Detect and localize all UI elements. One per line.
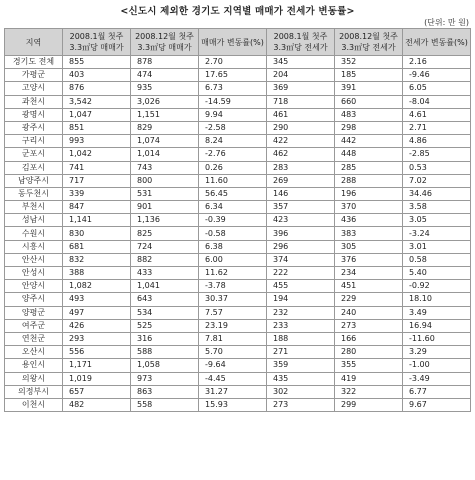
cell-sale-change-rate: 17.65 bbox=[199, 69, 267, 82]
cell-sale-change-rate: 11.60 bbox=[199, 174, 267, 187]
cell-dec-jeonse-price: 298 bbox=[335, 121, 403, 134]
cell-jan-sale-price: 1,019 bbox=[63, 372, 131, 385]
cell-dec-jeonse-price: 288 bbox=[335, 174, 403, 187]
cell-jan-jeonse-price: 222 bbox=[267, 267, 335, 280]
table-row bbox=[5, 214, 471, 227]
cell-dec-sale-price: 643 bbox=[131, 293, 199, 306]
cell-sale-change-rate: 30.37 bbox=[199, 293, 267, 306]
cell-jan-sale-price: 493 bbox=[63, 293, 131, 306]
cell-region: 의왕시 bbox=[5, 372, 63, 385]
cell-dec-sale-price: 724 bbox=[131, 240, 199, 253]
cell-sale-change-rate: 0.26 bbox=[199, 161, 267, 174]
price-change-table bbox=[4, 28, 471, 412]
cell-dec-sale-price: 316 bbox=[131, 332, 199, 345]
cell-jan-jeonse-price: 188 bbox=[267, 332, 335, 345]
table-row bbox=[5, 82, 471, 95]
cell-sale-change-rate: 6.38 bbox=[199, 240, 267, 253]
table-row bbox=[5, 161, 471, 174]
cell-dec-jeonse-price: 660 bbox=[335, 95, 403, 108]
cell-jan-jeonse-price: 345 bbox=[267, 56, 335, 69]
cell-dec-jeonse-price: 448 bbox=[335, 148, 403, 161]
cell-dec-sale-price: 743 bbox=[131, 161, 199, 174]
cell-sale-change-rate: 6.00 bbox=[199, 253, 267, 266]
table-row bbox=[5, 319, 471, 332]
cell-region: 양주시 bbox=[5, 293, 63, 306]
cell-dec-jeonse-price: 234 bbox=[335, 267, 403, 280]
cell-dec-sale-price: 534 bbox=[131, 306, 199, 319]
cell-region: 동두천시 bbox=[5, 187, 63, 200]
cell-jeonse-change-rate: 3.05 bbox=[403, 214, 471, 227]
cell-jan-sale-price: 556 bbox=[63, 346, 131, 359]
table-row bbox=[5, 253, 471, 266]
table-row bbox=[5, 385, 471, 398]
cell-dec-jeonse-price: 376 bbox=[335, 253, 403, 266]
cell-jan-sale-price: 482 bbox=[63, 398, 131, 411]
cell-region: 여주군 bbox=[5, 319, 63, 332]
cell-sale-change-rate: 8.24 bbox=[199, 135, 267, 148]
table-row bbox=[5, 121, 471, 134]
cell-jeonse-change-rate: 3.01 bbox=[403, 240, 471, 253]
cell-region: 과천시 bbox=[5, 95, 63, 108]
cell-dec-jeonse-price: 352 bbox=[335, 56, 403, 69]
cell-jan-sale-price: 847 bbox=[63, 201, 131, 214]
cell-jeonse-change-rate: 7.02 bbox=[403, 174, 471, 187]
cell-jan-jeonse-price: 357 bbox=[267, 201, 335, 214]
cell-dec-jeonse-price: 436 bbox=[335, 214, 403, 227]
header-jan-jeonse-price: 2008.1월 첫주 3.3㎡당 전세가 bbox=[267, 29, 335, 56]
cell-dec-sale-price: 474 bbox=[131, 69, 199, 82]
unit-note: (단위: 만 원) bbox=[424, 18, 469, 27]
cell-dec-jeonse-price: 273 bbox=[335, 319, 403, 332]
cell-jan-jeonse-price: 462 bbox=[267, 148, 335, 161]
cell-region: 양평군 bbox=[5, 306, 63, 319]
cell-dec-sale-price: 825 bbox=[131, 227, 199, 240]
cell-jeonse-change-rate: -8.04 bbox=[403, 95, 471, 108]
cell-jan-sale-price: 403 bbox=[63, 69, 131, 82]
cell-jan-jeonse-price: 396 bbox=[267, 227, 335, 240]
cell-dec-jeonse-price: 419 bbox=[335, 372, 403, 385]
cell-region: 이천시 bbox=[5, 398, 63, 411]
cell-jeonse-change-rate: -1.00 bbox=[403, 359, 471, 372]
cell-jan-sale-price: 876 bbox=[63, 82, 131, 95]
cell-dec-jeonse-price: 285 bbox=[335, 161, 403, 174]
table-row bbox=[5, 346, 471, 359]
cell-region: 의정부시 bbox=[5, 385, 63, 398]
cell-dec-sale-price: 863 bbox=[131, 385, 199, 398]
cell-jan-jeonse-price: 233 bbox=[267, 319, 335, 332]
cell-jan-jeonse-price: 369 bbox=[267, 82, 335, 95]
cell-jan-jeonse-price: 232 bbox=[267, 306, 335, 319]
cell-jeonse-change-rate: 5.40 bbox=[403, 267, 471, 280]
cell-jan-sale-price: 830 bbox=[63, 227, 131, 240]
cell-jeonse-change-rate: -9.46 bbox=[403, 69, 471, 82]
table-row bbox=[5, 267, 471, 280]
cell-jan-jeonse-price: 146 bbox=[267, 187, 335, 200]
cell-region: 시흥시 bbox=[5, 240, 63, 253]
cell-jan-sale-price: 426 bbox=[63, 319, 131, 332]
cell-jan-sale-price: 855 bbox=[63, 56, 131, 69]
cell-jeonse-change-rate: -11.60 bbox=[403, 332, 471, 345]
cell-region: 연천군 bbox=[5, 332, 63, 345]
cell-region: 부천시 bbox=[5, 201, 63, 214]
cell-dec-jeonse-price: 355 bbox=[335, 359, 403, 372]
cell-jan-sale-price: 1,047 bbox=[63, 108, 131, 121]
table-row bbox=[5, 293, 471, 306]
table-row bbox=[5, 69, 471, 82]
cell-dec-jeonse-price: 370 bbox=[335, 201, 403, 214]
cell-jeonse-change-rate: 0.53 bbox=[403, 161, 471, 174]
cell-dec-sale-price: 901 bbox=[131, 201, 199, 214]
cell-dec-jeonse-price: 322 bbox=[335, 385, 403, 398]
cell-dec-sale-price: 1,014 bbox=[131, 148, 199, 161]
table-row bbox=[5, 332, 471, 345]
cell-dec-sale-price: 1,136 bbox=[131, 214, 199, 227]
cell-dec-sale-price: 1,151 bbox=[131, 108, 199, 121]
cell-sale-change-rate: 31.27 bbox=[199, 385, 267, 398]
cell-jan-sale-price: 993 bbox=[63, 135, 131, 148]
cell-dec-jeonse-price: 196 bbox=[335, 187, 403, 200]
cell-dec-jeonse-price: 240 bbox=[335, 306, 403, 319]
cell-jan-jeonse-price: 273 bbox=[267, 398, 335, 411]
header-dec-sale-price: 2008.12월 첫주 3.3㎡당 매매가 bbox=[131, 29, 199, 56]
cell-dec-sale-price: 558 bbox=[131, 398, 199, 411]
cell-dec-sale-price: 525 bbox=[131, 319, 199, 332]
cell-dec-sale-price: 531 bbox=[131, 187, 199, 200]
table-row bbox=[5, 108, 471, 121]
cell-sale-change-rate: 7.57 bbox=[199, 306, 267, 319]
table-row bbox=[5, 148, 471, 161]
cell-sale-change-rate: 56.45 bbox=[199, 187, 267, 200]
cell-dec-jeonse-price: 442 bbox=[335, 135, 403, 148]
cell-region: 수원시 bbox=[5, 227, 63, 240]
cell-jan-jeonse-price: 435 bbox=[267, 372, 335, 385]
header-jan-sale-price: 2008.1월 첫주 3.3㎡당 매매가 bbox=[63, 29, 131, 56]
cell-dec-sale-price: 829 bbox=[131, 121, 199, 134]
cell-jan-jeonse-price: 290 bbox=[267, 121, 335, 134]
cell-sale-change-rate: -4.45 bbox=[199, 372, 267, 385]
cell-jeonse-change-rate: -0.92 bbox=[403, 280, 471, 293]
cell-dec-sale-price: 800 bbox=[131, 174, 199, 187]
cell-jeonse-change-rate: 3.29 bbox=[403, 346, 471, 359]
cell-dec-sale-price: 1,074 bbox=[131, 135, 199, 148]
cell-jan-sale-price: 1,171 bbox=[63, 359, 131, 372]
cell-jan-jeonse-price: 269 bbox=[267, 174, 335, 187]
cell-jeonse-change-rate: 0.58 bbox=[403, 253, 471, 266]
cell-jeonse-change-rate: 6.77 bbox=[403, 385, 471, 398]
cell-region: 고양시 bbox=[5, 82, 63, 95]
cell-sale-change-rate: 7.81 bbox=[199, 332, 267, 345]
cell-sale-change-rate: -14.59 bbox=[199, 95, 267, 108]
header-region: 지역 bbox=[5, 29, 63, 56]
cell-dec-jeonse-price: 280 bbox=[335, 346, 403, 359]
cell-sale-change-rate: -2.58 bbox=[199, 121, 267, 134]
cell-jan-sale-price: 1,141 bbox=[63, 214, 131, 227]
cell-sale-change-rate: 9.94 bbox=[199, 108, 267, 121]
cell-jan-jeonse-price: 194 bbox=[267, 293, 335, 306]
cell-dec-jeonse-price: 299 bbox=[335, 398, 403, 411]
cell-jan-jeonse-price: 296 bbox=[267, 240, 335, 253]
cell-jeonse-change-rate: 4.61 bbox=[403, 108, 471, 121]
cell-sale-change-rate: 6.73 bbox=[199, 82, 267, 95]
cell-region: 가평군 bbox=[5, 69, 63, 82]
cell-jeonse-change-rate: -3.49 bbox=[403, 372, 471, 385]
cell-dec-jeonse-price: 383 bbox=[335, 227, 403, 240]
cell-jan-jeonse-price: 271 bbox=[267, 346, 335, 359]
table-row bbox=[5, 201, 471, 214]
cell-jan-jeonse-price: 302 bbox=[267, 385, 335, 398]
cell-jeonse-change-rate: 16.94 bbox=[403, 319, 471, 332]
cell-jeonse-change-rate: 2.71 bbox=[403, 121, 471, 134]
cell-jan-sale-price: 497 bbox=[63, 306, 131, 319]
cell-jan-sale-price: 851 bbox=[63, 121, 131, 134]
cell-region: 광명시 bbox=[5, 108, 63, 121]
cell-jan-jeonse-price: 359 bbox=[267, 359, 335, 372]
cell-dec-sale-price: 935 bbox=[131, 82, 199, 95]
table-row bbox=[5, 227, 471, 240]
cell-jan-sale-price: 1,082 bbox=[63, 280, 131, 293]
cell-region: 광주시 bbox=[5, 121, 63, 134]
cell-jan-sale-price: 681 bbox=[63, 240, 131, 253]
cell-region: 김포시 bbox=[5, 161, 63, 174]
table-row bbox=[5, 359, 471, 372]
cell-sale-change-rate: 6.34 bbox=[199, 201, 267, 214]
cell-sale-change-rate: 23.19 bbox=[199, 319, 267, 332]
cell-sale-change-rate: -3.78 bbox=[199, 280, 267, 293]
table-body bbox=[5, 56, 471, 412]
cell-jan-jeonse-price: 374 bbox=[267, 253, 335, 266]
table-row bbox=[5, 240, 471, 253]
cell-region: 군포시 bbox=[5, 148, 63, 161]
table-row bbox=[5, 306, 471, 319]
cell-dec-jeonse-price: 185 bbox=[335, 69, 403, 82]
page-title: <신도시 제외한 경기도 지역별 매매가 전세가 변동률> bbox=[120, 6, 355, 17]
cell-jan-sale-price: 717 bbox=[63, 174, 131, 187]
cell-jan-sale-price: 1,042 bbox=[63, 148, 131, 161]
cell-sale-change-rate: -2.76 bbox=[199, 148, 267, 161]
cell-dec-jeonse-price: 229 bbox=[335, 293, 403, 306]
cell-dec-sale-price: 878 bbox=[131, 56, 199, 69]
table-row bbox=[5, 187, 471, 200]
cell-jeonse-change-rate: 2.16 bbox=[403, 56, 471, 69]
table-row bbox=[5, 95, 471, 108]
cell-sale-change-rate: 11.62 bbox=[199, 267, 267, 280]
cell-jan-jeonse-price: 461 bbox=[267, 108, 335, 121]
cell-region: 안성시 bbox=[5, 267, 63, 280]
header-jeonse-change-rate: 전세가 변동률(%) bbox=[403, 29, 471, 56]
cell-jeonse-change-rate: -3.24 bbox=[403, 227, 471, 240]
cell-jeonse-change-rate: 4.86 bbox=[403, 135, 471, 148]
cell-sale-change-rate: 5.70 bbox=[199, 346, 267, 359]
cell-region: 오산시 bbox=[5, 346, 63, 359]
table-row bbox=[5, 174, 471, 187]
table-row bbox=[5, 135, 471, 148]
cell-jan-jeonse-price: 423 bbox=[267, 214, 335, 227]
cell-region: 경기도 전체 bbox=[5, 56, 63, 69]
cell-jeonse-change-rate: 18.10 bbox=[403, 293, 471, 306]
cell-jan-sale-price: 657 bbox=[63, 385, 131, 398]
cell-jeonse-change-rate: 6.05 bbox=[403, 82, 471, 95]
cell-sale-change-rate: 2.70 bbox=[199, 56, 267, 69]
cell-jeonse-change-rate: 3.49 bbox=[403, 306, 471, 319]
cell-region: 안산시 bbox=[5, 253, 63, 266]
header-sale-change-rate: 매매가 변동률(%) bbox=[199, 29, 267, 56]
table-row bbox=[5, 280, 471, 293]
cell-dec-sale-price: 3,026 bbox=[131, 95, 199, 108]
cell-jan-sale-price: 388 bbox=[63, 267, 131, 280]
cell-dec-jeonse-price: 451 bbox=[335, 280, 403, 293]
cell-jan-jeonse-price: 283 bbox=[267, 161, 335, 174]
cell-dec-sale-price: 588 bbox=[131, 346, 199, 359]
cell-dec-sale-price: 433 bbox=[131, 267, 199, 280]
cell-dec-jeonse-price: 391 bbox=[335, 82, 403, 95]
cell-dec-sale-price: 1,058 bbox=[131, 359, 199, 372]
cell-jan-jeonse-price: 455 bbox=[267, 280, 335, 293]
cell-dec-jeonse-price: 483 bbox=[335, 108, 403, 121]
table-row bbox=[5, 398, 471, 411]
cell-dec-sale-price: 882 bbox=[131, 253, 199, 266]
cell-jan-sale-price: 293 bbox=[63, 332, 131, 345]
header-row bbox=[5, 29, 471, 56]
cell-jan-jeonse-price: 204 bbox=[267, 69, 335, 82]
table-row bbox=[5, 56, 471, 69]
cell-sale-change-rate: -0.39 bbox=[199, 214, 267, 227]
cell-jan-sale-price: 741 bbox=[63, 161, 131, 174]
cell-jeonse-change-rate: 3.58 bbox=[403, 201, 471, 214]
cell-dec-jeonse-price: 305 bbox=[335, 240, 403, 253]
header-dec-jeonse-price: 2008.12월 첫주 3.3㎡당 전세가 bbox=[335, 29, 403, 56]
cell-dec-jeonse-price: 166 bbox=[335, 332, 403, 345]
cell-dec-sale-price: 973 bbox=[131, 372, 199, 385]
cell-region: 남양주시 bbox=[5, 174, 63, 187]
cell-jan-sale-price: 3,542 bbox=[63, 95, 131, 108]
cell-sale-change-rate: -0.58 bbox=[199, 227, 267, 240]
cell-region: 성남시 bbox=[5, 214, 63, 227]
cell-dec-sale-price: 1,041 bbox=[131, 280, 199, 293]
cell-jeonse-change-rate: 9.67 bbox=[403, 398, 471, 411]
cell-jan-jeonse-price: 422 bbox=[267, 135, 335, 148]
cell-sale-change-rate: 15.93 bbox=[199, 398, 267, 411]
cell-jan-sale-price: 339 bbox=[63, 187, 131, 200]
cell-region: 안양시 bbox=[5, 280, 63, 293]
table-row bbox=[5, 372, 471, 385]
cell-jan-sale-price: 832 bbox=[63, 253, 131, 266]
cell-region: 구리시 bbox=[5, 135, 63, 148]
cell-jan-jeonse-price: 718 bbox=[267, 95, 335, 108]
cell-jeonse-change-rate: -2.85 bbox=[403, 148, 471, 161]
cell-jeonse-change-rate: 34.46 bbox=[403, 187, 471, 200]
cell-sale-change-rate: -9.64 bbox=[199, 359, 267, 372]
cell-region: 용인시 bbox=[5, 359, 63, 372]
